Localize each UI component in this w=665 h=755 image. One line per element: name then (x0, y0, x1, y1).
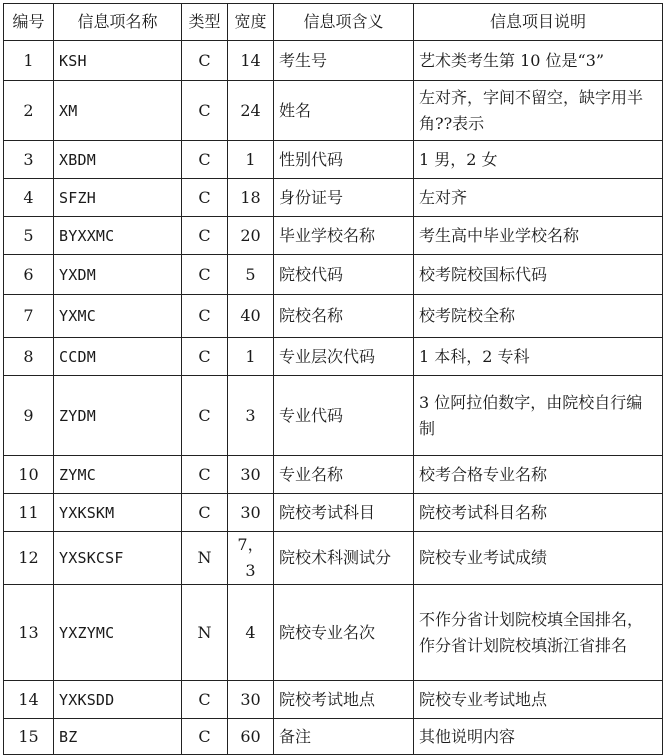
cell-code: BZ (54, 719, 182, 755)
table-row (4, 494, 663, 532)
cell-no: 8 (4, 338, 54, 376)
cell-width: 18 (228, 179, 274, 217)
cell-width: 1 (228, 141, 274, 179)
cell-type: C (182, 681, 228, 719)
cell-code: ZYDM (54, 376, 182, 456)
cell-no: 6 (4, 255, 54, 295)
header-no: 编号 (4, 4, 54, 41)
header-description: 信息项目说明 (414, 4, 663, 41)
cell-description: 左对齐 (414, 179, 663, 217)
cell-description: 院校专业考试成绩 (414, 532, 663, 585)
cell-description: 3 位阿拉伯数字，由院校自行编制 (414, 376, 663, 456)
cell-width: 40 (228, 295, 274, 338)
cell-code: KSH (54, 41, 182, 81)
cell-type: C (182, 494, 228, 532)
cell-meaning: 姓名 (274, 81, 414, 141)
cell-description: 艺术类考生第 10 位是“3” (414, 41, 663, 81)
cell-width: 60 (228, 719, 274, 755)
cell-no: 1 (4, 41, 54, 81)
cell-no: 10 (4, 456, 54, 494)
table-row (4, 338, 663, 376)
cell-width: 24 (228, 81, 274, 141)
table-row (4, 217, 663, 255)
cell-meaning: 专业名称 (274, 456, 414, 494)
table-row (4, 295, 663, 338)
cell-code: SFZH (54, 179, 182, 217)
table-body (4, 41, 663, 755)
table-row (4, 179, 663, 217)
cell-type: C (182, 719, 228, 755)
cell-type: N (182, 532, 228, 585)
cell-type: C (182, 81, 228, 141)
cell-type: C (182, 41, 228, 81)
header-type: 类型 (182, 4, 228, 41)
header-meaning: 信息项含义 (274, 4, 414, 41)
cell-type: N (182, 585, 228, 681)
header-width: 宽度 (228, 4, 274, 41)
cell-meaning: 专业代码 (274, 376, 414, 456)
cell-code: XBDM (54, 141, 182, 179)
cell-no: 12 (4, 532, 54, 585)
cell-no: 2 (4, 81, 54, 141)
cell-no: 3 (4, 141, 54, 179)
table-row (4, 376, 663, 456)
cell-meaning: 院校考试科目 (274, 494, 414, 532)
cell-type: C (182, 141, 228, 179)
cell-code: YXKSDD (54, 681, 182, 719)
table-row (4, 532, 663, 585)
cell-type: C (182, 295, 228, 338)
cell-description: 其他说明内容 (414, 719, 663, 755)
info-spec-table (3, 3, 663, 755)
cell-code: CCDM (54, 338, 182, 376)
cell-description: 院校专业考试地点 (414, 681, 663, 719)
cell-type: C (182, 338, 228, 376)
table-row (4, 255, 663, 295)
cell-width: 1 (228, 338, 274, 376)
cell-type: C (182, 456, 228, 494)
cell-no: 9 (4, 376, 54, 456)
cell-code: XM (54, 81, 182, 141)
cell-description: 左对齐，字间不留空，缺字用半角??表示 (414, 81, 663, 141)
cell-code: YXDM (54, 255, 182, 295)
table-row (4, 681, 663, 719)
cell-code: YXMC (54, 295, 182, 338)
cell-description: 1 男，2 女 (414, 141, 663, 179)
cell-width: 3 (228, 376, 274, 456)
header-item-name: 信息项名称 (54, 4, 182, 41)
cell-code: BYXXMC (54, 217, 182, 255)
header-row (4, 4, 663, 41)
cell-meaning: 院校考试地点 (274, 681, 414, 719)
cell-type: C (182, 376, 228, 456)
cell-meaning: 院校代码 (274, 255, 414, 295)
cell-description: 校考合格专业名称 (414, 456, 663, 494)
table-row (4, 41, 663, 81)
cell-no: 7 (4, 295, 54, 338)
cell-code: YXSKCSF (54, 532, 182, 585)
cell-width: 30 (228, 494, 274, 532)
cell-meaning: 性别代码 (274, 141, 414, 179)
cell-description: 院校考试科目名称 (414, 494, 663, 532)
table-row (4, 141, 663, 179)
table-row (4, 81, 663, 141)
cell-width: 7，3 (228, 532, 274, 585)
cell-no: 11 (4, 494, 54, 532)
cell-width: 30 (228, 681, 274, 719)
table-row (4, 456, 663, 494)
cell-type: C (182, 255, 228, 295)
cell-meaning: 毕业学校名称 (274, 217, 414, 255)
cell-meaning: 院校名称 (274, 295, 414, 338)
table-row (4, 719, 663, 755)
cell-code: YXKSKM (54, 494, 182, 532)
cell-meaning: 考生号 (274, 41, 414, 81)
cell-description: 考生高中毕业学校名称 (414, 217, 663, 255)
cell-no: 5 (4, 217, 54, 255)
cell-description: 不作分省计划院校填全国排名，作分省计划院校填浙江省排名 (414, 585, 663, 681)
cell-description: 校考院校全称 (414, 295, 663, 338)
cell-width: 14 (228, 41, 274, 81)
cell-width: 4 (228, 585, 274, 681)
cell-description: 1 本科，2 专科 (414, 338, 663, 376)
cell-no: 15 (4, 719, 54, 755)
cell-width: 30 (228, 456, 274, 494)
cell-no: 4 (4, 179, 54, 217)
table-header (4, 4, 663, 41)
cell-meaning: 备注 (274, 719, 414, 755)
cell-meaning: 院校术科测试分 (274, 532, 414, 585)
cell-type: C (182, 179, 228, 217)
cell-code: ZYMC (54, 456, 182, 494)
cell-width: 20 (228, 217, 274, 255)
cell-no: 13 (4, 585, 54, 681)
table-row (4, 585, 663, 681)
cell-code: YXZYMC (54, 585, 182, 681)
cell-meaning: 身份证号 (274, 179, 414, 217)
cell-description: 校考院校国标代码 (414, 255, 663, 295)
cell-meaning: 专业层次代码 (274, 338, 414, 376)
cell-meaning: 院校专业名次 (274, 585, 414, 681)
cell-width: 5 (228, 255, 274, 295)
cell-type: C (182, 217, 228, 255)
cell-no: 14 (4, 681, 54, 719)
